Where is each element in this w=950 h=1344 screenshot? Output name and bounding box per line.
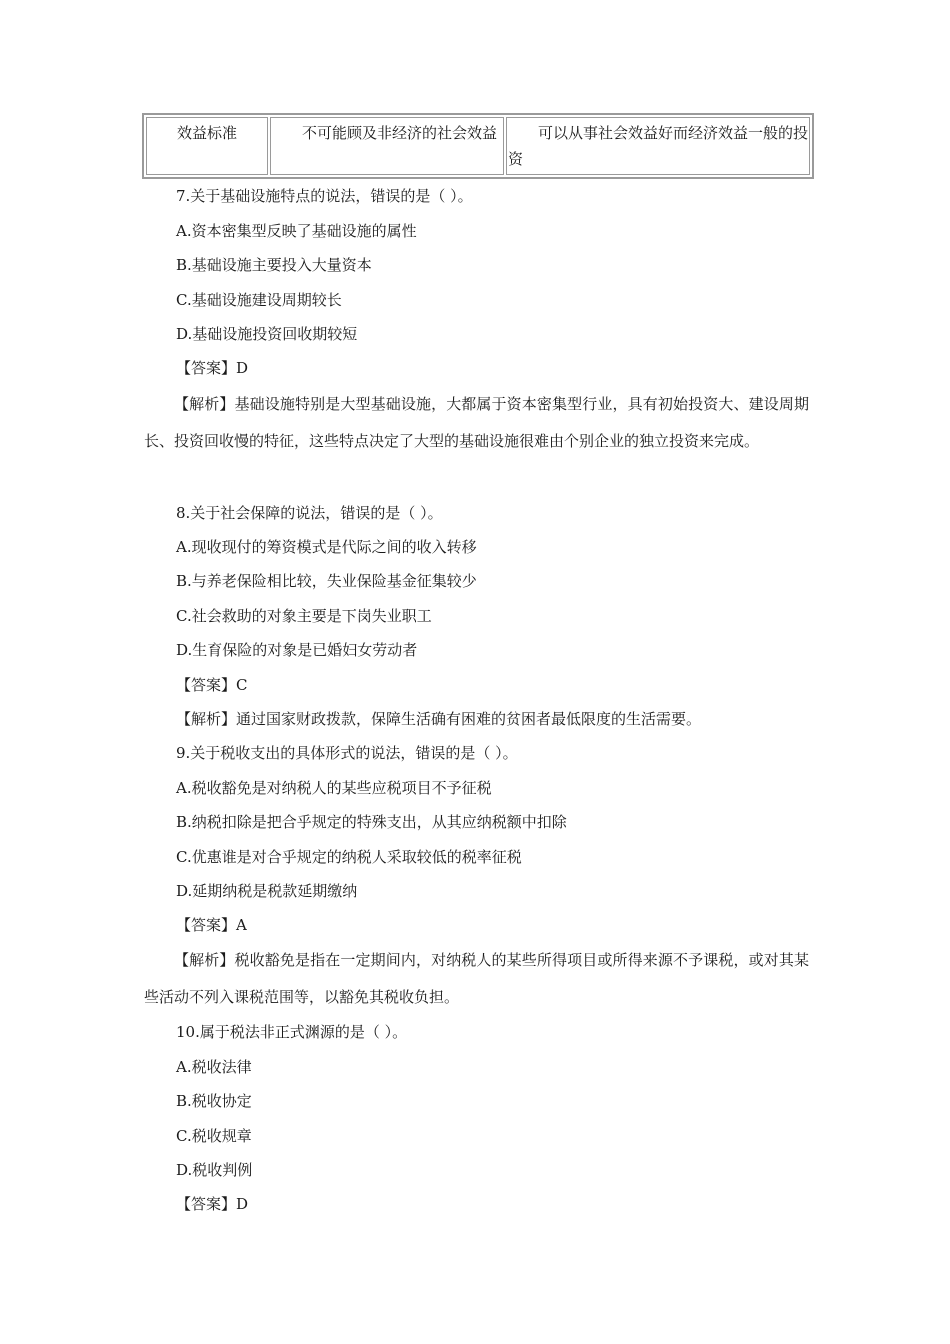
analysis: 【解析】通过国家财政拨款，保障生活确有困难的贫困者最低限度的生活需要。 [176,710,702,728]
answer: 【答案】D [176,1195,249,1213]
option-c: C.社会救助的对象主要是下岗失业职工 [176,607,432,625]
analysis: 【解析】税收豁免是指在一定期间内，对纳税人的某些所得项目或所得来源不予课税，或对其某些活动不列入课税范围等，以豁免其税收负担。 [144,951,809,1006]
option-d: D.税收判例 [176,1161,253,1179]
option-a: A.资本密集型反映了基础设施的属性 [176,222,417,240]
question-stem: 7.关于基础设施特点的说法，错误的是（ ）。 [176,187,473,205]
comparison-table [142,113,814,179]
question-stem: 9.关于税收支出的具体形式的说法，错误的是（ ）。 [176,744,518,762]
option-b: B.纳税扣除是把合乎规定的特殊支出，从其应纳税额中扣除 [176,813,567,831]
option-c: C.税收规章 [176,1127,252,1145]
answer: 【答案】C [176,676,248,694]
table-cell: 效益标准 [146,117,268,175]
table-cell: 可以从事社会效益好而经济效益一般的投资 [506,117,810,175]
option-b: B.与养老保险相比较，失业保险基金征集较少 [176,572,477,590]
answer: 【答案】A [176,916,247,934]
option-b: B.税收协定 [176,1092,252,1110]
option-a: A.税收法律 [176,1058,252,1076]
option-a: A.税收豁免是对纳税人的某些应税项目不予征税 [176,779,492,797]
table-cell: 不可能顾及非经济的社会效益 [270,117,504,175]
option-a: A.现收现付的筹资模式是代际之间的收入转移 [176,538,477,556]
option-c: C.基础设施建设周期较长 [176,291,342,309]
option-c: C.优惠谁是对合乎规定的纳税人采取较低的税率征税 [176,848,522,866]
answer: 【答案】D [176,359,249,377]
option-b: B.基础设施主要投入大量资本 [176,256,372,274]
question-stem: 8.关于社会保障的说法，错误的是（ ）。 [176,504,443,522]
option-d: D.基础设施投资回收期较短 [176,325,358,343]
question-stem: 10.属于税法非正式渊源的是（ ）。 [176,1023,408,1041]
analysis: 【解析】基础设施特别是大型基础设施，大都属于资本密集型行业，具有初始投资大、建设周期长、投资回收慢的特征，这些特点决定了大型的基础设施很难由个别企业的独立投资来完成。 [144,395,809,450]
option-d: D.生育保险的对象是已婚妇女劳动者 [176,641,418,659]
table-row [146,117,810,175]
option-d: D.延期纳税是税款延期缴纳 [176,882,358,900]
